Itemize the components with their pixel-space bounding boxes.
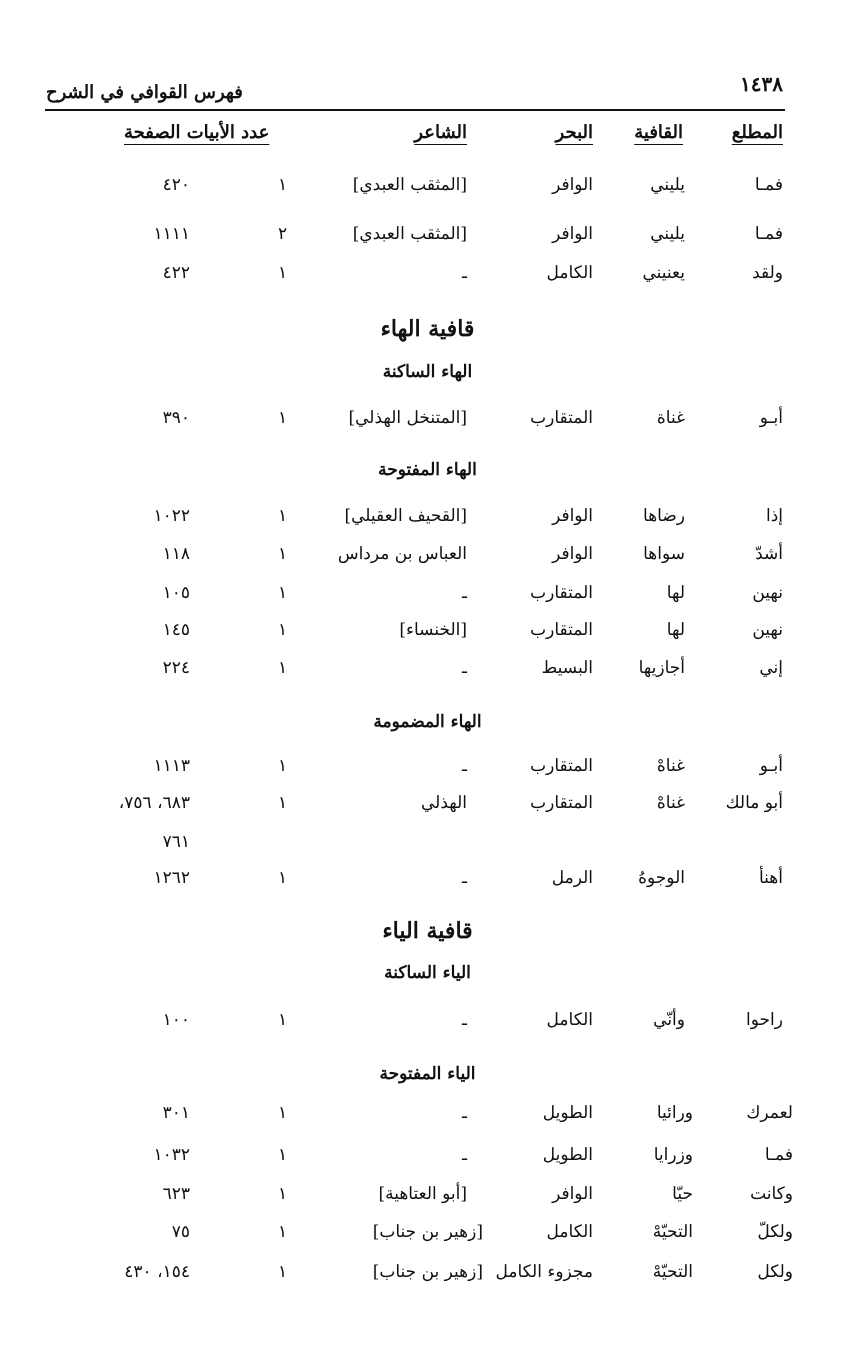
entry-opening: وكانت [750, 1184, 793, 1204]
entry-page: ١٠٢٢ [153, 506, 190, 526]
entry-rhyme: وزرايا [653, 1145, 693, 1165]
subheading-ha-sakina: الهاء الساكنة [382, 362, 473, 382]
entry-meter: الوافر [552, 175, 593, 195]
entry-meter: الرمل [551, 868, 593, 888]
entry-poet: ـ [462, 1010, 467, 1030]
entry-count: ١ [278, 544, 288, 564]
entry-poet: ـ [462, 583, 467, 603]
entry-poet: العباس بن مرداس [337, 544, 467, 564]
entry-page: ١٠٣٢ [153, 1145, 190, 1165]
entry-page: ٧٥ [171, 1222, 190, 1242]
entry-meter: الكامل [546, 263, 593, 283]
entry-poet: [المثقب العبدي] [352, 175, 467, 195]
entry-poet: [أبو العتاهية] [378, 1184, 467, 1204]
entry-rhyme: ورائيا [656, 1103, 693, 1123]
entry-meter: المتقارب [530, 793, 593, 813]
col-rhyme: القافية [634, 122, 683, 143]
entry-meter: الكامل [546, 1010, 593, 1030]
col-opening: المطلع [731, 122, 783, 143]
entry-count: ١ [278, 263, 288, 283]
entry-opening: أبـو [759, 408, 783, 428]
entry-rhyme: الوجوهُ [638, 868, 685, 888]
entry-meter: الوافر [552, 1184, 593, 1204]
entry-rhyme: غناهْ [656, 793, 685, 813]
entry-poet: [الخنساء] [399, 620, 467, 640]
entry-rhyme: يعنيني [642, 263, 685, 283]
entry-count: ١ [278, 583, 288, 603]
entry-page: ١٤٥ [162, 620, 190, 640]
entry-opening: أهنأ [759, 868, 783, 888]
entry-poet: ـ [462, 756, 467, 776]
entry-poet: ـ [462, 658, 467, 678]
entry-count: ١ [278, 1010, 288, 1030]
entry-opening: أبو مالك [725, 793, 783, 813]
entry-meter: الطويل [542, 1103, 593, 1123]
entry-meter: الوافر [552, 506, 593, 526]
entry-page: ١٠٠ [162, 1010, 190, 1030]
entry-poet: [المثقب العبدي] [352, 224, 467, 244]
col-count-page: عدد الأبيات الصفحة [124, 122, 270, 143]
entry-poet: الهذلي [420, 793, 467, 813]
entry-opening: نهين [752, 620, 783, 640]
entry-rhyme: التحيّهْ [652, 1222, 693, 1242]
entry-count: ١ [278, 506, 288, 526]
entry-opening: ولكل [757, 1262, 793, 1282]
entry-count: ٢ [278, 224, 288, 244]
entry-poet: ـ [462, 1103, 467, 1123]
entry-page: ١٠٥ [162, 583, 190, 603]
entry-meter: الوافر [552, 544, 593, 564]
entry-meter: المتقارب [530, 583, 593, 603]
entry-poet: [المتنخل الهذلي] [348, 408, 467, 428]
subheading-ha-maftuha: الهاء المفتوحة [378, 460, 477, 480]
entry-opening: ولكلّ [757, 1222, 793, 1242]
page-number: ١٤٣٨ [740, 72, 783, 96]
entry-count: ١ [278, 658, 288, 678]
entry-count: ١ [278, 1103, 288, 1123]
entry-poet: ـ [462, 263, 467, 283]
entry-poet: ـ [462, 868, 467, 888]
entry-opening: ولقد [752, 263, 783, 283]
entry-count: ١ [278, 1145, 288, 1165]
entry-rhyme: يليني [650, 175, 685, 195]
entry-opening: لعمرك [746, 1103, 793, 1123]
entry-count: ١ [278, 1262, 288, 1282]
entry-rhyme: حيّا [672, 1184, 693, 1204]
subheading-ha-madmuma: الهاء المضمومة [373, 712, 482, 732]
entry-page: ٦٨٣، ٧٥٦، [118, 793, 190, 813]
section-heading-ha: قافية الهاء [380, 316, 475, 342]
entry-rhyme: أجازيها [638, 658, 685, 678]
entry-rhyme: غناهْ [656, 756, 685, 776]
entry-rhyme: التحيّهْ [652, 1262, 693, 1282]
entry-count: ١ [278, 1184, 288, 1204]
entry-rhyme: سواها [643, 544, 685, 564]
entry-page: ١١١١ [153, 224, 190, 244]
entry-page: ١١١٣ [153, 756, 190, 776]
entry-rhyme: يليني [650, 224, 685, 244]
subheading-ya-sakina: الياء الساكنة [384, 963, 471, 983]
entry-count: ١ [278, 175, 288, 195]
entry-opening: أبـو [759, 756, 783, 776]
entry-opening: أشدّ [755, 544, 783, 564]
entry-poet: [زهير بن جناب] [372, 1222, 483, 1242]
entry-poet: ـ [462, 1145, 467, 1165]
entry-rhyme: لها [666, 620, 685, 640]
entry-meter: المتقارب [530, 756, 593, 776]
entry-count: ١ [278, 756, 288, 776]
entry-page: ١٥٤، ٤٣٠ [124, 1262, 190, 1282]
entry-page: ٤٢٠ [162, 175, 190, 195]
entry-opening: إني [759, 658, 783, 678]
entry-meter: الكامل [546, 1222, 593, 1242]
entry-opening: فمـا [764, 1145, 793, 1165]
header-rule [45, 109, 785, 111]
entry-rhyme: غناة [656, 408, 685, 428]
entry-rhyme: رضاها [643, 506, 685, 526]
entry-page: ٦٢٣ [162, 1184, 190, 1204]
entry-meter: مجزوء الكامل [495, 1262, 593, 1282]
entry-page: ٣٠١ [162, 1103, 190, 1123]
entry-rhyme: وأنّي [653, 1010, 685, 1030]
entry-count: ١ [278, 1222, 288, 1242]
entry-meter: المتقارب [530, 408, 593, 428]
subheading-ya-maftuha: الياء المفتوحة [379, 1064, 476, 1084]
entry-opening: إذا [765, 506, 783, 526]
col-meter: البحر [555, 122, 593, 143]
entry-opening: نهين [752, 583, 783, 603]
entry-meter: المتقارب [530, 620, 593, 640]
entry-opening: فمـا [754, 224, 783, 244]
entry-page-continued: ٧٦١ [162, 832, 190, 852]
entry-poet: [القحيف العقيلي] [344, 506, 467, 526]
entry-page: ٤٢٢ [162, 263, 190, 283]
entry-page: ٢٢٤ [162, 658, 190, 678]
entry-page: ١٢٦٢ [153, 868, 190, 888]
entry-opening: فمـا [754, 175, 783, 195]
col-poet: الشاعر [414, 122, 467, 143]
entry-meter: الوافر [552, 224, 593, 244]
entry-count: ١ [278, 620, 288, 640]
entry-opening: راحوا [746, 1010, 783, 1030]
entry-count: ١ [278, 868, 288, 888]
entry-page: ١١٨ [162, 544, 190, 564]
entry-count: ١ [278, 408, 288, 428]
entry-rhyme: لها [666, 583, 685, 603]
entry-page: ٣٩٠ [162, 408, 190, 428]
running-title: فهرس القوافي في الشرح [46, 82, 243, 103]
entry-meter: البسيط [541, 658, 593, 678]
entry-count: ١ [278, 793, 288, 813]
section-heading-ya: قافية الياء [382, 918, 473, 944]
entry-poet: [زهير بن جناب] [372, 1262, 483, 1282]
entry-meter: الطويل [542, 1145, 593, 1165]
